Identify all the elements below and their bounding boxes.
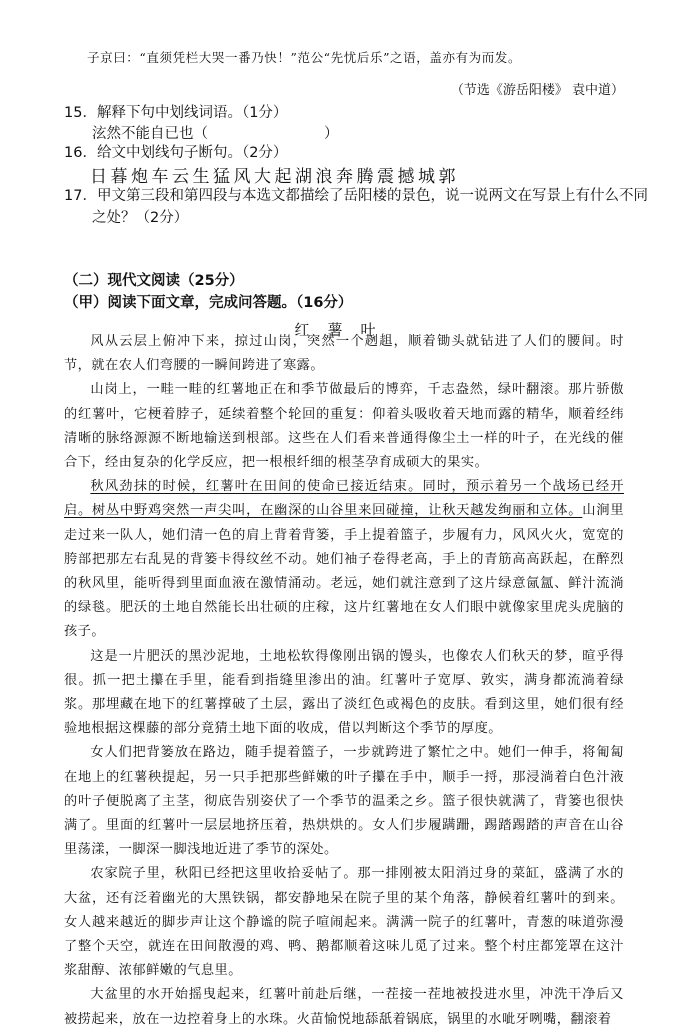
paragraph-6: 农家院子里，秋阳已经把这里收拾妥帖了。那一排刚被太阳消过身的菜缸，盛满了水的大盆，还有泛着幽光的大黑铁锅，都安静地呆在院子里的某个角落，静候着红薯叶的到来。女人越来越近的脚步声让这个静谧的院子喧闹起来。满满一院子的红薯叶，青葱的味道弥漫了整个天空，就连在田间散漫的鸡、鸭、鹅都顺着这味儿觅了过来。整个村庄都笼罩在这汁浆甜醇、浓郁鲜嫩的气息里。 (64, 866, 624, 979)
excerpt-last-line: 子京曰：“直须凭栏大哭一番乃快！”范公“先忧后乐”之语，盖亦有为而发。 (87, 50, 522, 65)
paragraph-1: 风从云层上俯冲下来，掠过山岗，突然一个趔趄，顺着锄头就钻进了人们的腰间。时节，就在农人们弯腰的一瞬间跨进了寒露。 (64, 334, 624, 374)
article-title: 红薯叶 (294, 321, 394, 339)
excerpt-source: （节选《游岳阳楼》 袁中道） (450, 83, 624, 98)
paragraph-3-rest: 山涧里走过来一队人，她们清一色的肩上背着背篓，手上提着篮子，步履有力，风风火火，宽宽的胯部把那左右乱晃的背篓卡得纹丝不动。她们袖子卷得老高，手上的青筋高高跃起，在醉烈的秋风里，能听得到里面血液在激情涌动。老远，她们就注意到了这片绿意氤氲、鲜汁流淌的绿毯。肥沃的土地自然能长出壮硕的庄稼，这片红薯地在女人们眼中就像家里虎头虎脑的孩子。 (64, 503, 625, 640)
question-17-line2: 之处？（2分） (92, 210, 189, 226)
question-16-sequence: 日暮炮车云生猛风大起湖浪奔腾震撼城郭 (90, 167, 459, 187)
paragraph-4: 这是一片肥沃的黑沙泥地，土地松软得像刚出锅的馒头，也像农人们秋天的梦，暄乎得很。抓一把土攥在手里，能看到指缝里渗出的油。红薯叶子宽厚、敦实，满身都流淌着绿浆。那埋藏在地下的红薯撑破了土层，露出了淡红色或褐色的皮肤。看到这里，她们很有经验地根据这棵藤的部分竟猜土地下面的收成，借以判断这个季节的厚度。 (64, 648, 624, 737)
question-15: 15．解释下句中划线词语。（1分） (64, 105, 288, 121)
paragraph-7: 大盆里的水开始摇曳起来，红薯叶前赴后继，一茬接一茬地被投进水里，冲洗干净后又被捞起来，放在一边控着身上的水珠。火苗愉悦地舔舐着锅底，锅里的水呲牙咧嘴，翻滚着 (64, 987, 624, 1027)
paragraph-5: 女人们把背篓放在路边，随手提着篮子，一步就跨进了繁忙之中。她们一伸手，将匍匐在地上的红薯秧提起，另一只手把那些鲜嫩的叶子攥在手中，顺手一捋，那浸淌着白色汁液的叶子便脱离了主茎，彻底告别姿伏了一个季节的温柔之乡。篮子很快就满了，背篓也很快满了。里面的红薯叶一层层地挤压着，热烘烘的。女人们步履蹒跚，踢踏踢踏的声音在山谷里荡漾，一脚深一脚浅地近进了季节的深处。 (64, 745, 624, 858)
paragraph-3 (64, 475, 624, 644)
question-16: 16．给文中划线句子断句。（2分） (64, 145, 288, 161)
question-15-item: 泫然不能自已也（ ） (92, 126, 339, 142)
paragraph-2: 山岗上，一畦一畦的红薯地正在和季节做最后的博弈，千志盎然，绿叶翻滚。那片骄傲的红薯叶，它梗着脖子，延续着整个轮回的重复：仰着头吸收着天地而露的精华，顺着经纬清晰的脉络源源不断地输送到根部。这些在人们看来普通得像尘土一样的叶子，在光线的催合下，经由复杂的化学反应，把一根根纤细的根茎孕育成硕大的果实。 (64, 382, 624, 471)
article-body (64, 330, 624, 1032)
section-heading: （二）现代文阅读（25分） (64, 273, 244, 289)
underlined-sentence: 秋风劲抹的时候，红薯叶在田间的使命已接近结束。同时，预示着另一个战场已经开启。树丛中野鸡突然一声尖叫，在幽深的山谷里来回碰撞，让秋天越发绚丽和立体。 (64, 479, 624, 519)
question-17-line1: 17．甲文第三段和第四段与本选文都描绘了岳阳楼的景色，说一说两文在写景上有什么不同 (64, 188, 648, 204)
section-subheading: （甲）阅读下面文章，完成问答题。（16分） (64, 295, 353, 311)
